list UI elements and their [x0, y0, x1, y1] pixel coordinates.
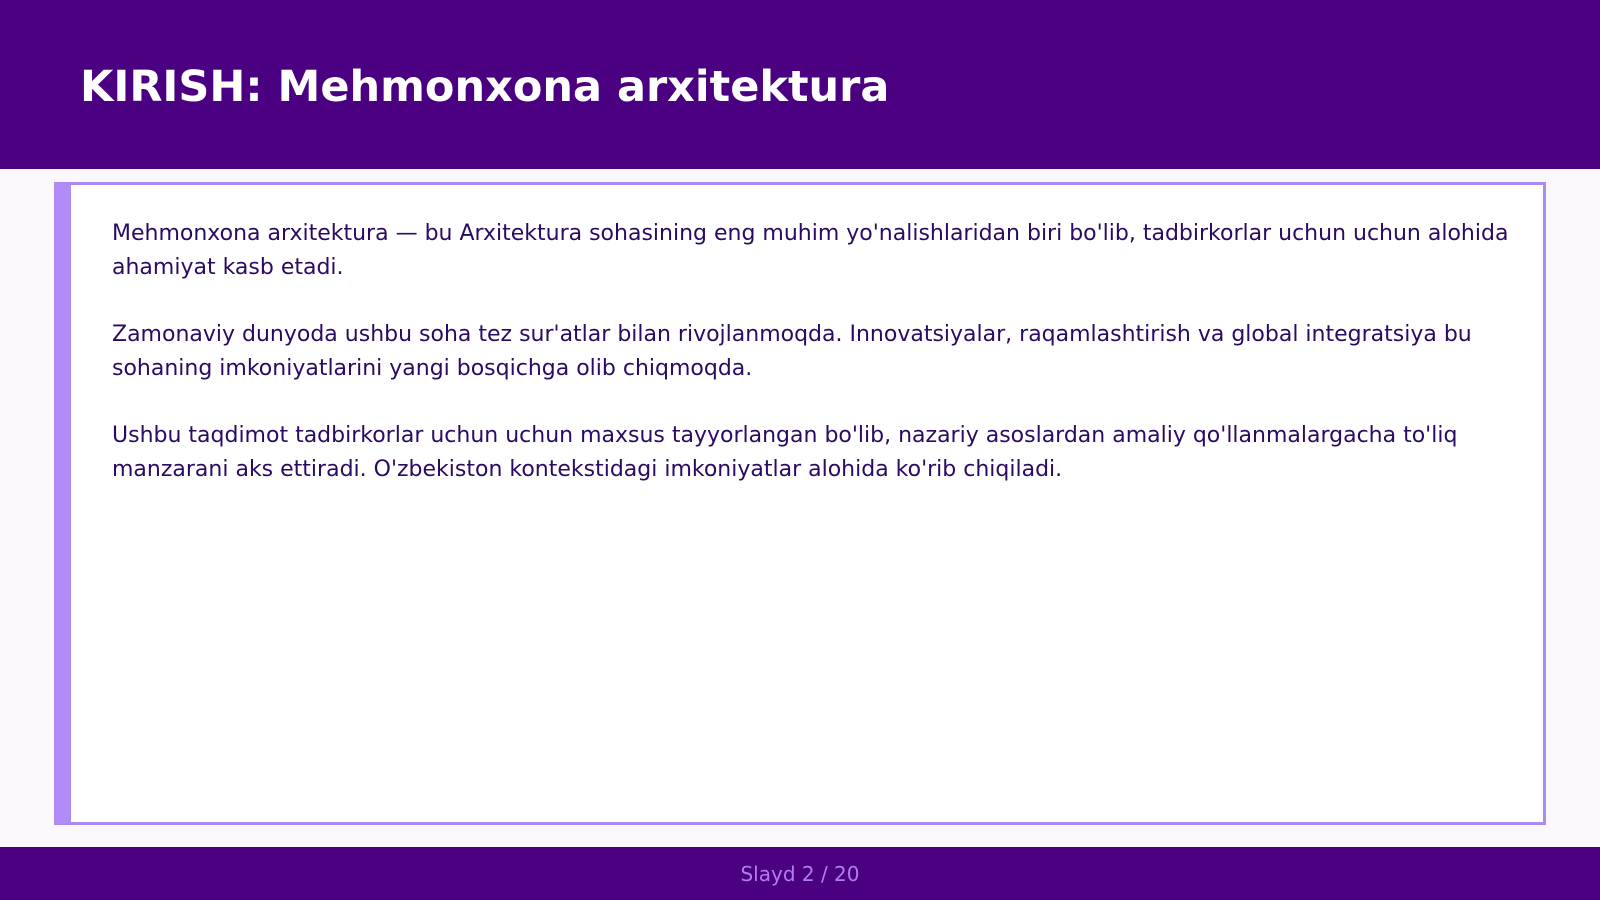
- content-card: [54, 182, 1546, 825]
- slide-footer: [0, 847, 1600, 900]
- slide-header: [0, 0, 1600, 169]
- content-text: [112, 217, 1512, 520]
- development-paragraph: Zamonaviy dunyoda ushbu soha tez sur'atlar bilan rivojlanmoqda. Innovatsiyalar, raqamlashtirish va global integratsiya bu sohaning imkoniyatlarini yangi bosqichga olib chiqmoqda.: [112, 322, 1472, 381]
- slide-title: KIRISH: Mehmonxona arxitektura: [80, 62, 890, 112]
- slide-counter: Slayd 2 / 20: [740, 862, 860, 886]
- presentation-purpose-paragraph: Ushbu taqdimot tadbirkorlar uchun uchun maxsus tayyorlangan bo'lib, nazariy asoslardan amaliy qo'llanmalargacha to'liq manzarani aks ettiradi. O'zbekiston kontekstidagi imkoniyatlar alohida ko'rib chiqiladi.: [112, 423, 1458, 482]
- intro-paragraph: Mehmonxona arxitektura — bu Arxitektura sohasining eng muhim yo'nalishlaridan biri bo'lib, tadbirkorlar uchun uchun alohida ahamiyat kasb etadi.: [112, 221, 1509, 280]
